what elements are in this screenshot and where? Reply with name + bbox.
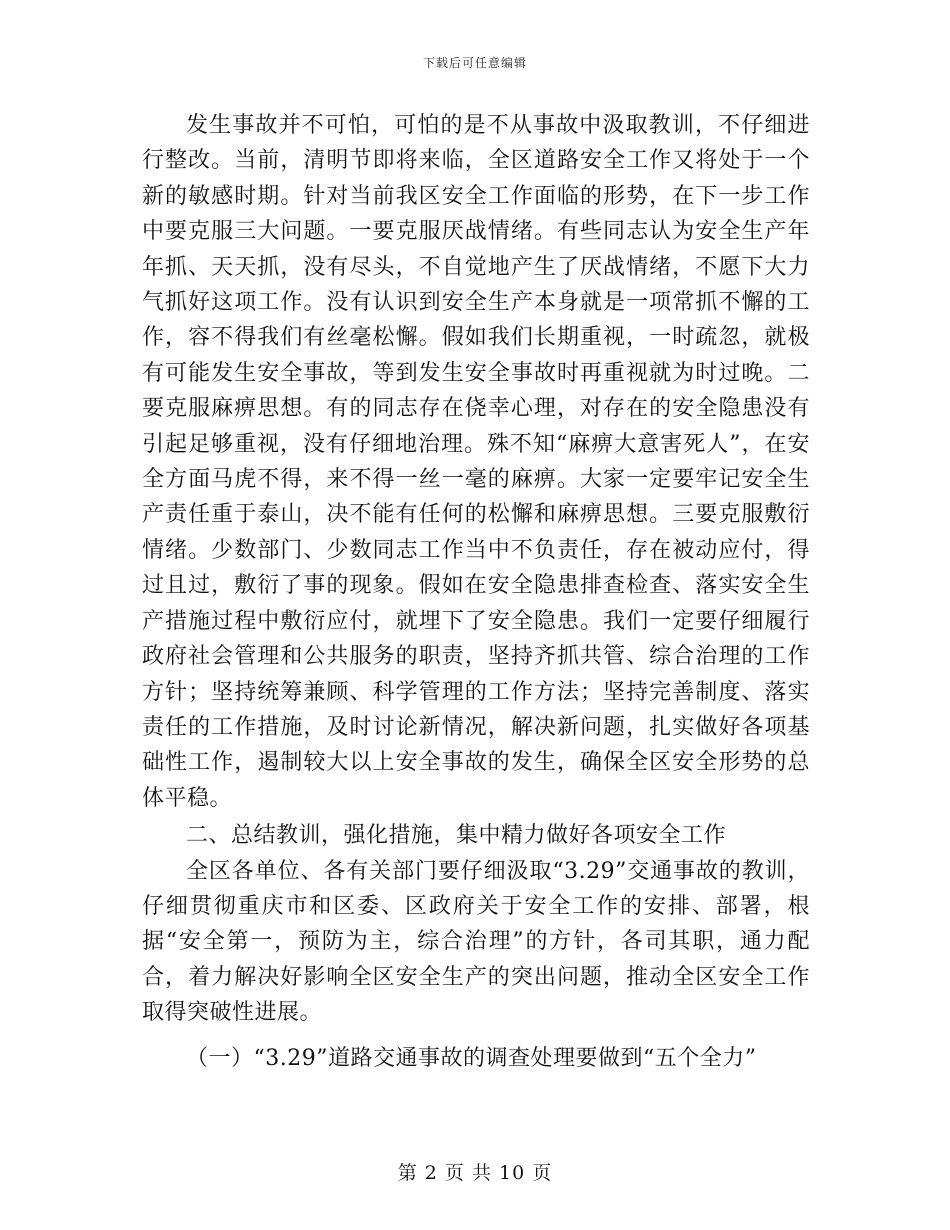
paragraph-problems: 发生事故并不可怕，可怕的是不从事故中汲取教训，不仔细进行整改。当前，清明节即将来临，全区道路安全工作又将处于一个新的敏感时期。针对当前我区安全工作面临的形势，在下一步工作中要克服三大问题。一要克服厌战情绪。有些同志认为安全生产年年抓、天天抓，没有尽头，不自觉地产生了厌战情绪，不愿下大力气抓好这项工作。没有认识到安全生产本身就是一项常抓不懈的工作，容不得我们有丝毫松懈。假如我们长期重视，一时疏忽，就极有可能发生安全事故，等到发生安全事故时再重视就为时过晚。二要克服麻痹思想。有的同志存在侥幸心理，对存在的安全隐患没有引起足够重视，没有仔细地治理。殊不知“麻痹大意害死人”，在安全方面马虎不得，来不得一丝一毫的麻痹。大家一定要牢记安全生产责任重于泰山，决不能有任何的松懈和麻痹思想。三要克服敷衍情绪。少数部门、少数同志工作当中不负责任，存在被动应付，得过且过，敷衍了事的现象。假如在安全隐患排查检查、落实安全生产措施过程中敷衍应付，就埋下了安全隐患。我们一定要仔细履行政府社会管理和公共服务的职责，坚持齐抓共管、综合治理的工作方针；坚持统筹兼顾、科学管理的工作方法；坚持完善制度、落实责任的工作措施，及时讨论新情况，解决新问题，扎实做好各项基础性工作，遏制较大以上安全事故的发生，确保全区安全形势的总体平稳。 — [142, 113, 810, 811]
section-heading: 二、总结教训，强化措施，集中精力做好各项安全工作 — [186, 823, 727, 849]
page-header: 下载后可任意编辑 — [422, 56, 527, 70]
subsection-heading: （一）“3.29”道路交通事故的调查处理要做到“五个全力” — [186, 1045, 757, 1071]
page-number: 第 2 页 共 10 页 — [397, 1162, 553, 1184]
paragraph-lessons: 全区各单位、各有关部门要仔细汲取“3.29”交通事故的教训，仔细贯彻重庆市和区委、区政府关于安全工作的安排、部署，根据“安全第一，预防为主，综合治理”的方针，各司其职，通力配合，着力解决好影响全区安全生产的突出问题，推动全区安全工作取得突破性进展。 — [142, 858, 810, 1026]
document-body — [142, 108, 810, 1076]
